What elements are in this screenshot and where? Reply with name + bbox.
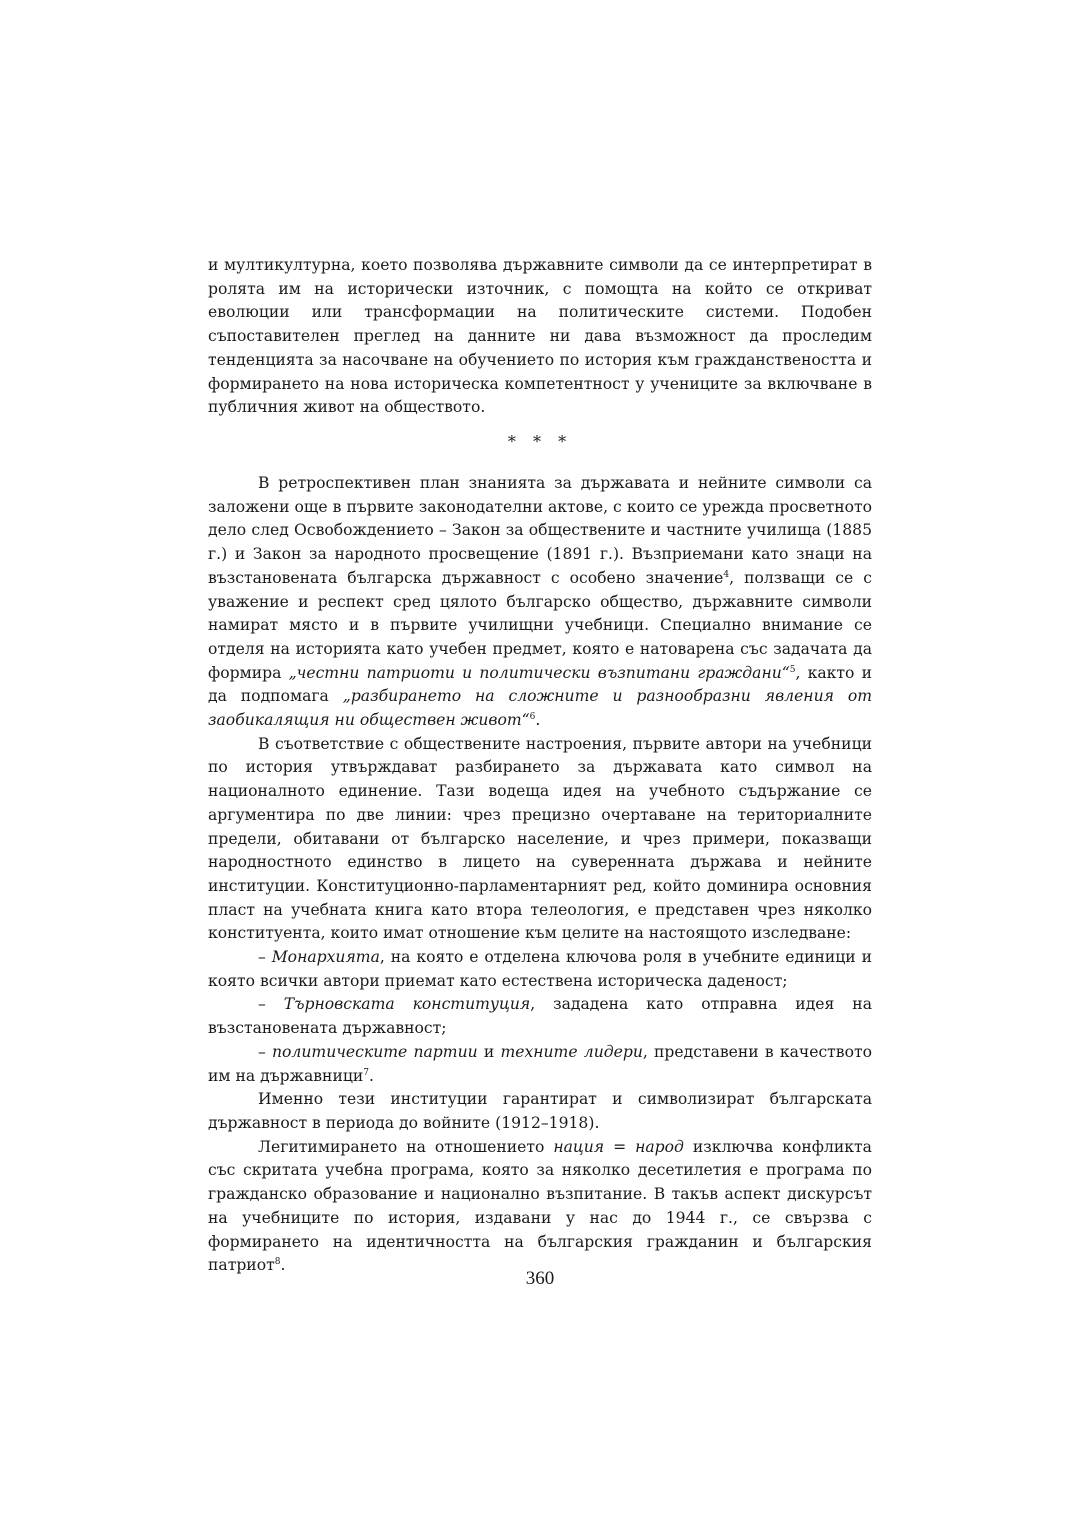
footnote-ref-5[interactable]: 5	[789, 664, 796, 675]
top-paragraph-block	[208, 254, 872, 420]
paragraph-public-moods: В съответствие с обществените настроения, първите автори на учебници по история утвърждават разбирането за държавата като символ на националното единение. Тази водеща идея на учебното съдържание се аргументира по две линии: чрез прецизно очертаване на териториалните предели, обитавани от българско население, и чрез примери, показващи народностното единство в лицето на суверенната държава и нейните институции. Конституционно-парламентарният ред, който доминира основния пласт на учебната книга като втора телеология, е представен чрез няколко конституента, които имат отношение към целите на настоящото изследване:	[208, 734, 872, 943]
list-item-monarchy: – Монархията, на която е отделена ключова роля в учебните единици и която всички автори приемат като естествена историческа даденост;	[208, 948, 872, 990]
list-item-constitution: – Търновската конституция, зададена като отправна идея на възстановената държавност;	[208, 995, 872, 1038]
page-number: 360	[525, 1268, 555, 1289]
paragraph-retrospective: В ретроспективен план знанията за държавата и нейните символи са заложени още в първите законодателни актове, с които се урежда просветното дело след Освобождението – Закон за обществените и частните училища (1885 г.) и Закон за народното просвещение (1891 г.). Възприемани като знаци на възстановената българска държавност с особено значение$^4$, ползващи се с уважение и респект сред цялото българско общество, държавните символи намират място и в първите училищни учебници. Специално внимание се отделя на историята като учебен предмет, която е натоварена със задачата да формира „честни патриоти и политически възпитани граждани“$^5$, както и да подпомага „разбирането на сложните и разнообразни явления от заобикалящия ни обществен живот“$^6$.	[208, 474, 873, 730]
quote-patriots: „честни патриоти и политически възпитани граждани“	[288, 663, 790, 682]
footnote-ref-8[interactable]: 8	[274, 1257, 281, 1268]
paragraph-legitimation: Легитимирането на отношението нация = народ изключва конфликта със скритата учебна програма, която за няколко десетилетия е програма по гражданско образование и национално възпитание. В такъв аспект дискурсът на учебниците по история, издавани у нас до 1944 г., се свързва с формирането на идентичността на българския гражданин и българския патриот$^8$.	[208, 1137, 872, 1275]
list-item-parties: – политическите партии и техните лидери, представени в качеството им на държавници$^7$.	[208, 1042, 872, 1085]
footnote-ref-7[interactable]: 7	[363, 1067, 369, 1078]
quote-understanding: „разбирането на сложните и разнообразни явления от заобикалящия ни обществен живот“	[208, 687, 873, 730]
main-text-block	[208, 472, 872, 1278]
section-separator: * * *	[507, 432, 573, 451]
footnote-ref-6[interactable]: 6	[529, 711, 536, 722]
continuation-paragraph: и мултикултурна, което позволява държавните символи да се интерпретират в ролята им на исторически източник, с помощта на който се откриват еволюции или трансформации на политическите системи. Подобен съпоставителен преглед на данните ни дава възможност да проследим тенденцията за насочване на обучението по история към гражданствеността и формирането на нова историческа компетентност у учениците за включване в публичния живот на обществото.	[208, 256, 872, 417]
paragraph-institutions: Именно тези институции гарантират и символизират българската държавност в периода до войните (1912–1918).	[208, 1090, 872, 1132]
footnote-ref-4[interactable]: 4	[723, 569, 730, 580]
